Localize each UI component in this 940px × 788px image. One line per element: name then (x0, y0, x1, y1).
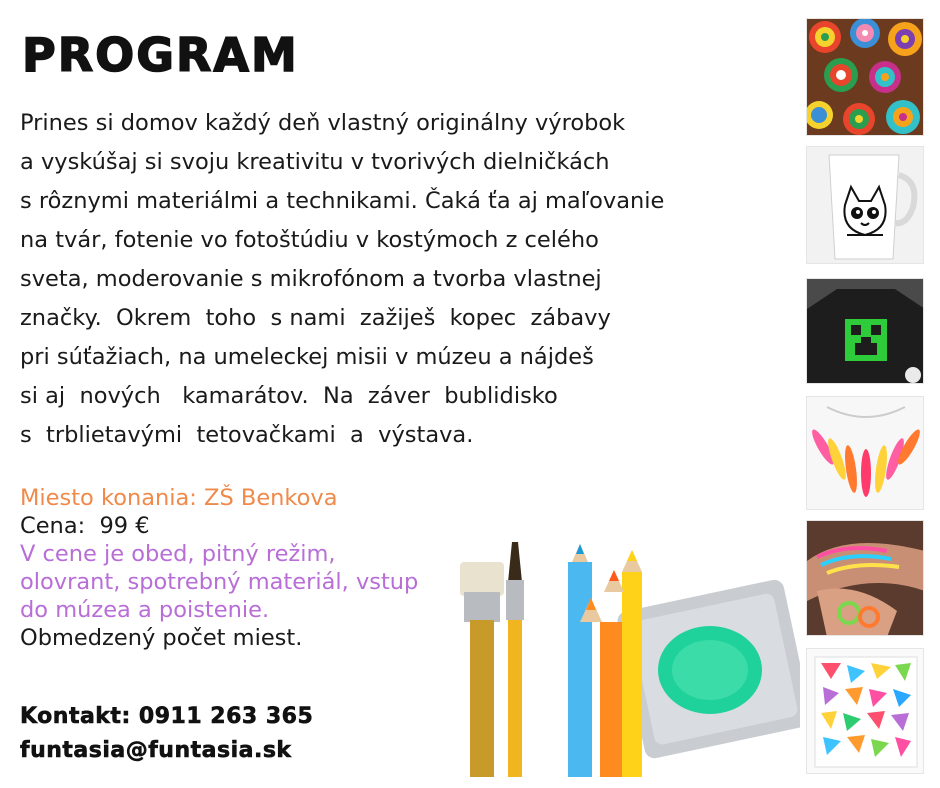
contact-phone: Kontakt: 0911 263 365 (20, 704, 314, 729)
cat-mug-photo (806, 146, 924, 264)
venue-text: Miesto konania: ZŠ Benkova (20, 485, 338, 511)
description-line: si aj nových kamarátov. Na záver bublidisko (20, 383, 558, 409)
description-line: pri súťažiach, na umeleckej misii v múzeu a nájdeš (20, 344, 594, 370)
description-line: a vyskúšaj si svoju kreativitu v tvorivých dielničkách (20, 149, 610, 175)
page-title: PROGRAM (22, 28, 299, 82)
art-supplies-illustration (430, 532, 800, 777)
triangle-mosaic-photo (806, 648, 924, 774)
feather-tshirt-photo (806, 396, 924, 510)
mandala-circles-photo (806, 18, 924, 136)
loom-bracelets-photo (806, 520, 924, 636)
limit-text: Obmedzený počet miest. (20, 625, 303, 651)
contact-email: funtasia@funtasia.sk (20, 738, 292, 763)
description-line: s rôznymi materiálmi a technikami. Čaká ťa aj maľovanie (20, 188, 665, 214)
creeper-tshirt-photo (806, 278, 924, 384)
program-description (20, 104, 800, 455)
description-line: s trblietavými tetovačkami a výstava. (20, 422, 474, 448)
description-line: na tvár, fotenie vo fotoštúdiu v kostýmoch z celého (20, 227, 599, 253)
description-line: sveta, moderovanie s mikrofónom a tvorba vlastnej (20, 266, 602, 292)
description-line: značky. Okrem toho s nami zažiješ kopec zábavy (20, 305, 611, 331)
contact-block (20, 700, 313, 768)
description-line: Prines si domov každý deň vlastný originálny výrobok (20, 110, 626, 136)
event-info (20, 484, 440, 652)
included-text: V cene je obed, pitný režim, olovrant, spotrebný materiál, vstup do múzea a poistenie. (20, 541, 419, 623)
price-text: Cena: 99 € (20, 513, 150, 539)
